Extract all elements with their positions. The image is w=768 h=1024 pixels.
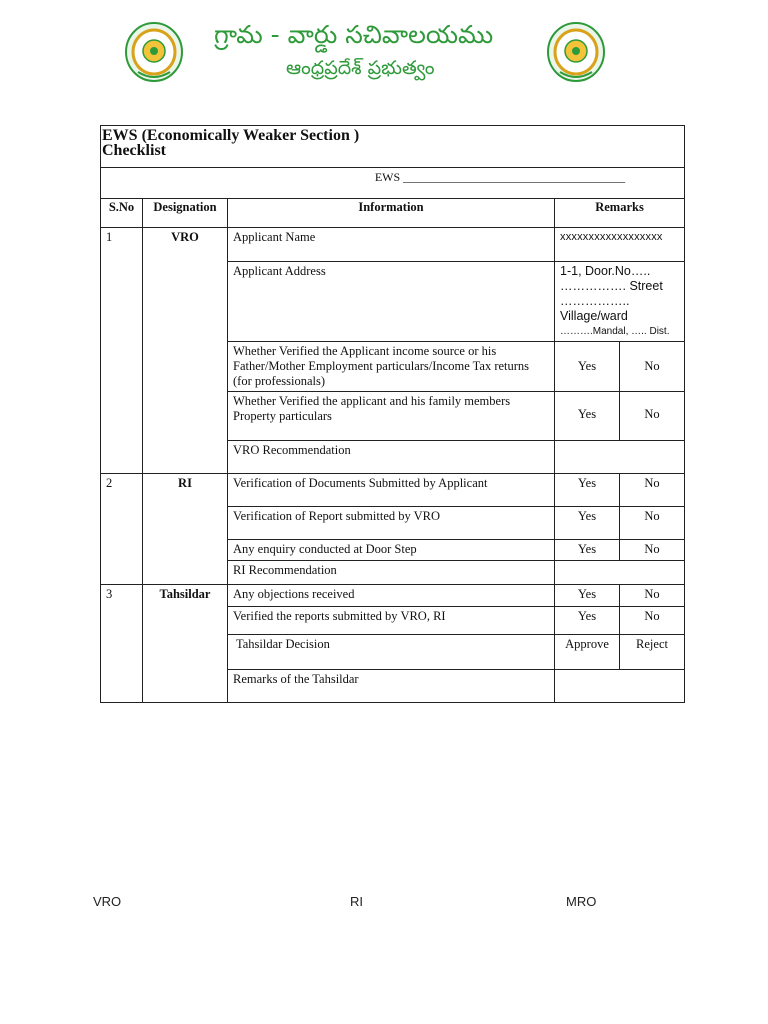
row-sno: 2 [101,474,143,585]
tahsildar-remarks-value[interactable] [555,670,685,703]
col-header-designation: Designation [143,199,228,228]
enquiry-label: Any enquiry conducted at Door Step [228,540,555,561]
applicant-name-label: Applicant Name [228,228,555,262]
row-sno: 3 [101,585,143,703]
no-option[interactable]: No [620,585,685,607]
applicant-address-value [555,262,685,342]
vro-recommendation-label: VRO Recommendation [228,441,555,474]
ews-checklist-table [100,125,685,703]
mro-signature-label: MRO [566,894,597,909]
address-line: ……………. Street [560,279,663,293]
tahsildar-remarks-label: Remarks of the Tahsildar [228,670,555,703]
vro-recommendation-value[interactable] [555,441,685,474]
address-line: …………….. [560,294,630,308]
col-header-remarks: Remarks [555,199,685,228]
yes-option[interactable]: Yes [555,474,620,507]
no-option[interactable]: No [620,540,685,561]
table-row [101,228,685,262]
office-title: గ్రామ - వార్డు సచివాలయము [214,20,494,49]
row-designation: VRO [143,228,228,474]
applicant-name-value: xxxxxxxxxxxxxxxxxx [555,228,685,262]
reject-option[interactable]: Reject [620,635,685,670]
form-title-line1: EWS (Economically Weaker Section ) [102,127,360,144]
reports-verification-label: Verified the reports submitted by VRO, RI [228,607,555,635]
col-header-information: Information [228,199,555,228]
yes-option[interactable]: Yes [555,540,620,561]
no-option[interactable]: No [620,507,685,540]
header-banner [116,18,622,90]
approve-option[interactable]: Approve [555,635,620,670]
ap-emblem-icon [546,22,606,86]
no-option[interactable]: No [620,607,685,635]
table-row [101,474,685,507]
table-row [101,585,685,607]
ri-signature-label: RI [350,894,363,909]
ews-number-field: EWS _____________________________________ [101,168,685,199]
address-line: Village/ward [560,309,628,323]
government-subtitle: ఆంధ్రప్రదేశ్ ప్రభుత్వం [286,57,435,79]
tahsildar-decision-label: Tahsildar Decision [228,635,555,670]
objections-label: Any objections received [228,585,555,607]
row-sno: 1 [101,228,143,474]
row-designation: Tahsildar [143,585,228,703]
income-verification-label: Whether Verified the Applicant income source or his Father/Mother Employment particulars/Income Tax returns (for professionals) [228,342,555,392]
address-line: ……….Mandal, ….. Dist. [560,326,670,337]
ri-recommendation-label: RI Recommendation [228,561,555,585]
applicant-address-label: Applicant Address [228,262,555,342]
no-option[interactable]: No [620,392,685,441]
no-option[interactable]: No [620,342,685,392]
report-verification-label: Verification of Report submitted by VRO [228,507,555,540]
form-title-line2: Checklist [102,142,166,159]
yes-option[interactable]: Yes [555,585,620,607]
yes-option[interactable]: Yes [555,392,620,441]
yes-option[interactable]: Yes [555,507,620,540]
no-option[interactable]: No [620,474,685,507]
vro-signature-label: VRO [93,894,122,909]
col-header-sno: S.No [101,199,143,228]
address-line: 1-1, Door.No….. [560,264,651,278]
property-verification-label: Whether Verified the applicant and his family members Property particulars [228,392,555,441]
form-title [101,126,685,168]
documents-verification-label: Verification of Documents Submitted by Applicant [228,474,555,507]
row-designation: RI [143,474,228,585]
yes-option[interactable]: Yes [555,342,620,392]
yes-option[interactable]: Yes [555,607,620,635]
ri-recommendation-value[interactable] [555,561,685,585]
ap-emblem-icon [124,22,184,86]
